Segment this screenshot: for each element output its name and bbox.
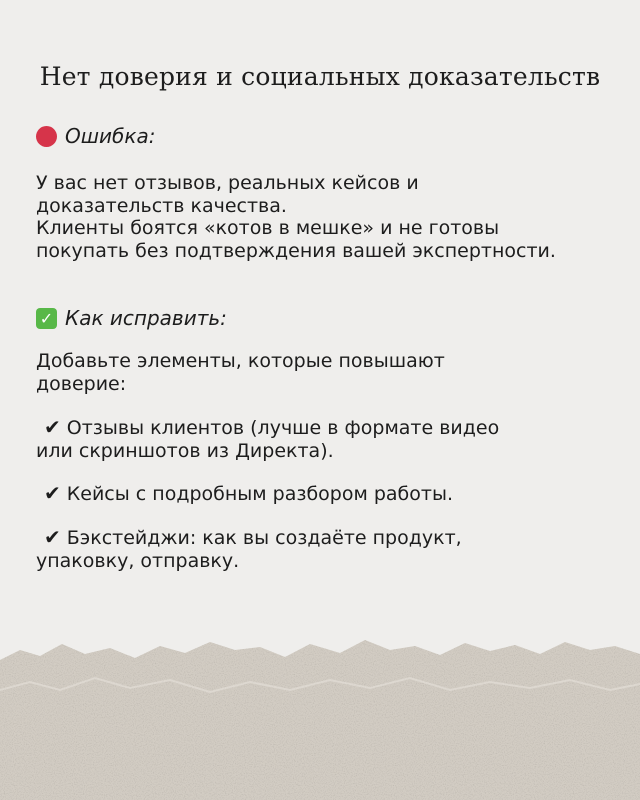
list-item-line: ✔ Отзывы клиентов (лучше в формате видео — [44, 415, 500, 439]
page-title: Нет доверия и социальных доказательств — [39, 62, 601, 91]
checkmark-icon: ✔ — [44, 415, 61, 439]
fix-item-backstage — [36, 526, 616, 572]
error-text — [36, 172, 616, 262]
error-heading — [36, 124, 155, 148]
fix-item-cases — [36, 482, 616, 506]
fix-intro-line: Добавьте элементы, которые повышают — [36, 350, 445, 372]
error-line: покупать без подтверждения вашей экспертности. — [36, 239, 556, 262]
fix-item-reviews — [36, 416, 616, 462]
list-item-line: ✔ Бэкстейджи: как вы создаёте продукт, — [44, 525, 462, 549]
list-item-line: ✔ Кейсы с подробным разбором работы. — [44, 481, 454, 505]
list-item-line: упаковку, отправку. — [36, 549, 240, 572]
error-label: Ошибка: — [65, 124, 156, 148]
red-circle-icon — [36, 126, 57, 147]
error-line: У вас нет отзывов, реальных кейсов и — [36, 172, 419, 194]
fix-heading — [36, 306, 227, 330]
green-check-box-icon: ✓ — [36, 308, 57, 329]
fix-intro — [36, 350, 616, 395]
checkmark-icon: ✔ — [44, 525, 61, 549]
error-line: доказательств качества. — [36, 194, 287, 217]
checkmark-icon: ✔ — [44, 481, 61, 505]
list-item-line: или скриншотов из Директа). — [36, 439, 334, 462]
fix-intro-line: доверие: — [36, 372, 127, 395]
torn-paper-texture — [0, 620, 640, 800]
fix-label: Как исправить: — [65, 306, 227, 330]
error-line: Клиенты боятся «котов в мешке» и не готовы — [36, 217, 500, 239]
